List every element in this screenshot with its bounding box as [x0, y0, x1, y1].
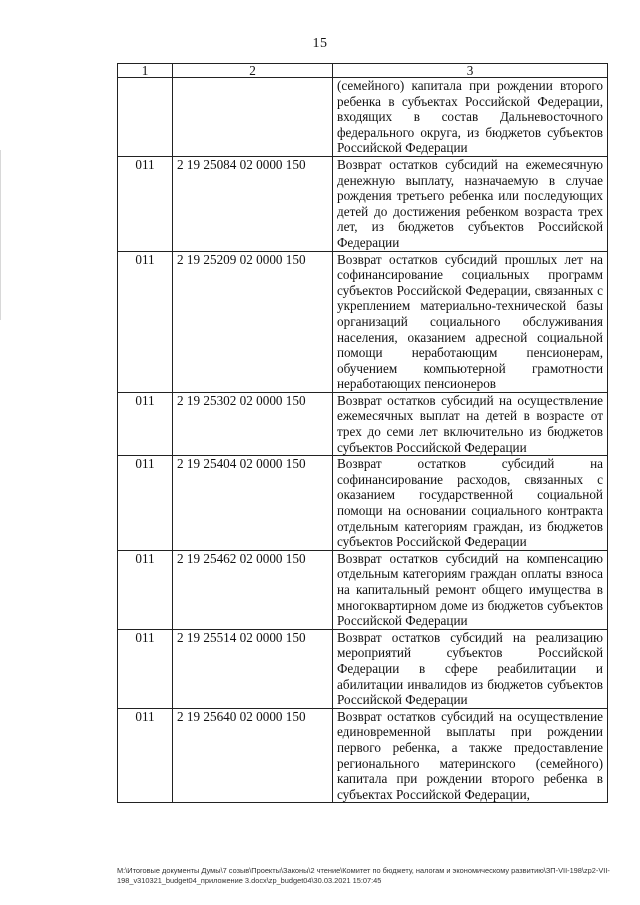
- column-header-1: 1: [118, 64, 173, 78]
- kbk-code-cell: 2 19 25462 02 0000 150: [173, 550, 333, 629]
- kbk-code-cell: 2 19 25514 02 0000 150: [173, 629, 333, 708]
- description-cell: Возврат остатков субсидий на осуществление единовременной выплаты при рождении первого ребенка, а также предоставление регионального материнского (семейного) капитала при рождении второго ребенка в субъектах Российской Федерации,: [333, 708, 608, 803]
- admin-code-cell: [118, 78, 173, 157]
- admin-code-cell: 011: [118, 156, 173, 251]
- footer-path-line-2: 198_v310321_budget04_приложение 3.docx\zp_budget04\30.03.2021 15:07:45: [117, 876, 382, 885]
- table-row: [118, 251, 608, 392]
- table-row: [118, 392, 608, 455]
- footer-path-line-1: M:\Итоговые документы Думы\7 созыв\Проекты\Законы\2 чтение\Комитет по бюджету, налогам и экономическому развитию\ЗП-VII-198\zp2-VII-: [117, 866, 610, 875]
- admin-code-cell: 011: [118, 456, 173, 551]
- admin-code-cell: 011: [118, 392, 173, 455]
- table-row: [118, 708, 608, 803]
- kbk-code-cell: 2 19 25302 02 0000 150: [173, 392, 333, 455]
- column-header-2: 2: [173, 64, 333, 78]
- admin-code-cell: 011: [118, 550, 173, 629]
- description-cell: Возврат остатков субсидий на компенсацию отдельным категориям граждан оплаты взноса на капитальный ремонт общего имущества в многоквартирном доме из бюджетов субъектов Российской Федерации: [333, 550, 608, 629]
- admin-code-cell: 011: [118, 629, 173, 708]
- kbk-code-cell: 2 19 25084 02 0000 150: [173, 156, 333, 251]
- table-row: [118, 456, 608, 551]
- admin-code-cell: 011: [118, 708, 173, 803]
- description-cell: Возврат остатков субсидий на софинансирование расходов, связанных с оказанием государственной социальной помощи на основании социального контракта отдельным категориям граждан, из бюджетов субъектов Российской Федерации: [333, 456, 608, 551]
- kbk-code-cell: [173, 78, 333, 157]
- description-cell: (семейного) капитала при рождении второго ребенка в субъектах Российской Федерации, входящих в состав Дальневосточного федерального округа, из бюджетов субъектов Российской Федерации: [333, 78, 608, 157]
- budget-classification-table: [117, 63, 608, 803]
- scan-edge-mark: [0, 150, 1, 320]
- kbk-code-cell: 2 19 25209 02 0000 150: [173, 251, 333, 392]
- description-cell: Возврат остатков субсидий прошлых лет на софинансирование социальных программ субъектов Российской Федерации, связанных с укреплением материально-технической базы организаций социального обслуживания населения, оказанием адресной социальной помощи неработающим пенсионерам, обучением компьютерной грамотности неработающих пенсионеров: [333, 251, 608, 392]
- description-cell: Возврат остатков субсидий на осуществление ежемесячных выплат на детей в возрасте от трех до семи лет включительно из бюджетов субъектов Российской Федерации: [333, 392, 608, 455]
- kbk-code-cell: 2 19 25404 02 0000 150: [173, 456, 333, 551]
- table-row: [118, 629, 608, 708]
- table-row: [118, 78, 608, 157]
- description-cell: Возврат остатков субсидий на реализацию мероприятий субъектов Российской Федерации в сфере реабилитации и абилитации инвалидов из бюджетов субъектов Российской Федерации: [333, 629, 608, 708]
- column-header-3: 3: [333, 64, 608, 78]
- description-cell: Возврат остатков субсидий на ежемесячную денежную выплату, назначаемую в случае рождения третьего ребенка или последующих детей до достижения ребенком возраста трех лет, из бюджетов субъектов Российской Федерации: [333, 156, 608, 251]
- page-number: 15: [312, 36, 328, 51]
- table-row: [118, 550, 608, 629]
- kbk-code-cell: 2 19 25640 02 0000 150: [173, 708, 333, 803]
- table-header-row: [118, 64, 608, 78]
- table-row: [118, 156, 608, 251]
- admin-code-cell: 011: [118, 251, 173, 392]
- document-path-footer: [117, 866, 613, 886]
